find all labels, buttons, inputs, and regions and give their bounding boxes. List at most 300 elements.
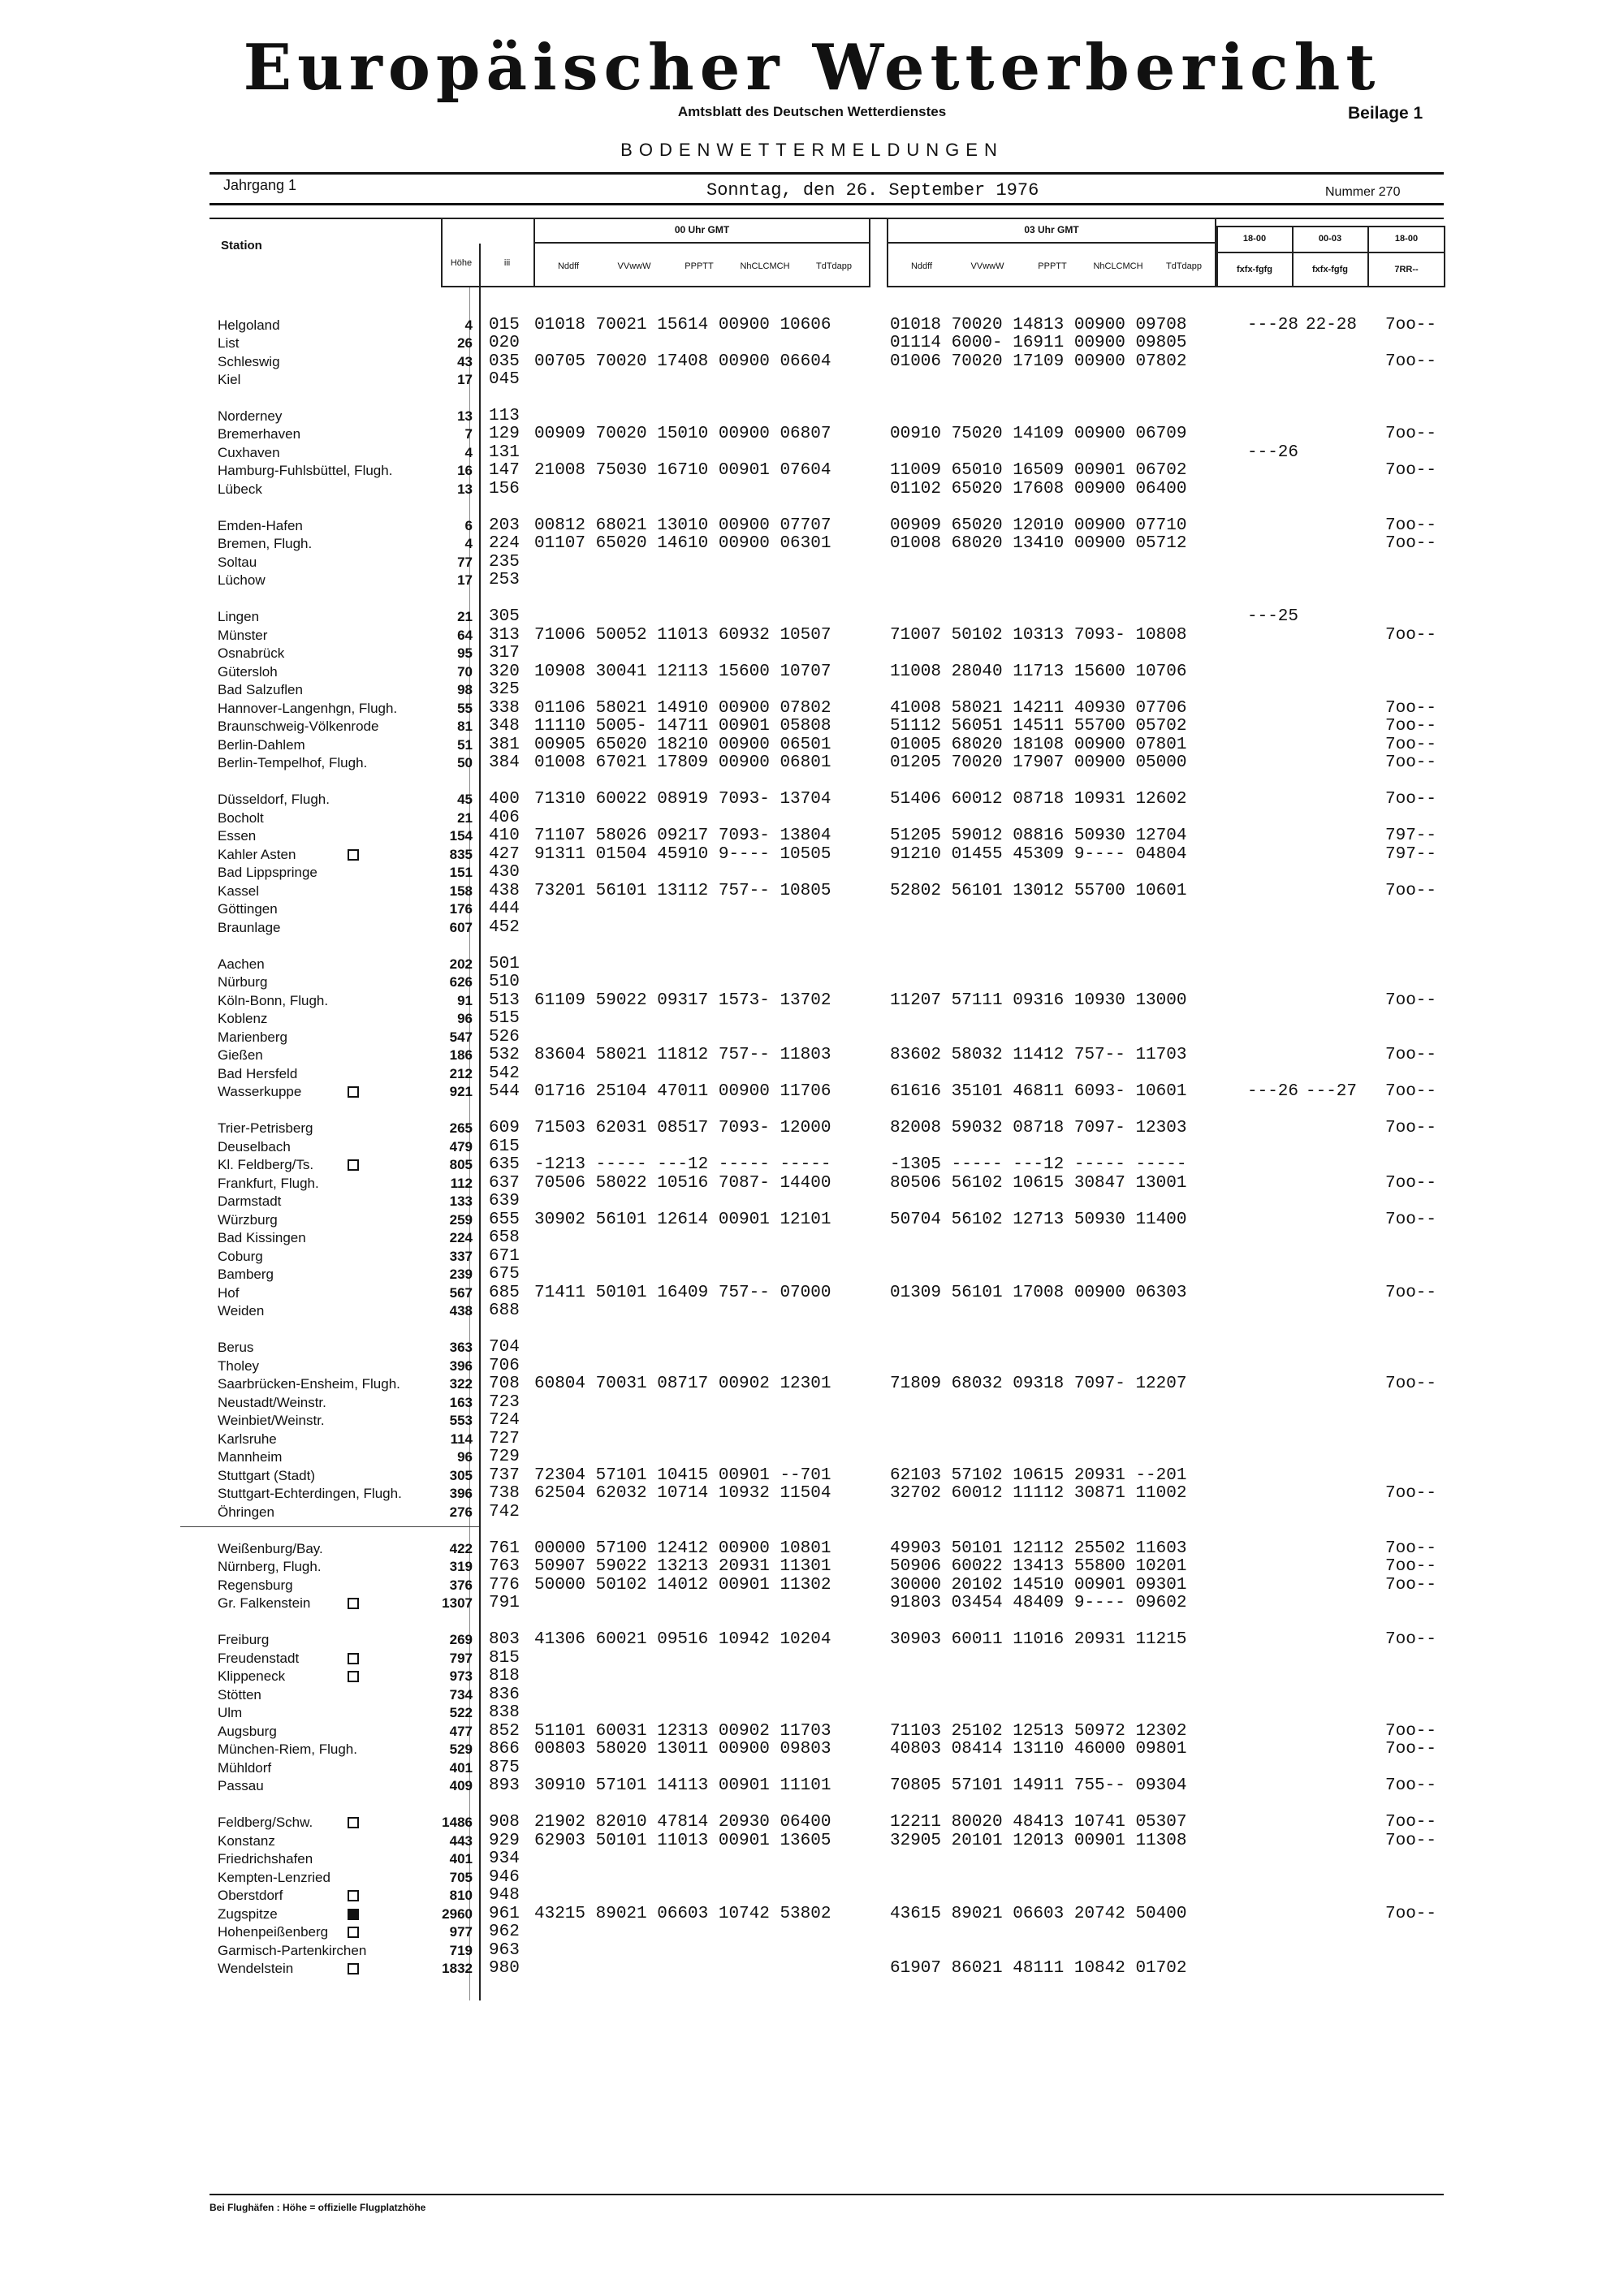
station-name: Kempten-Lenzried — [218, 1870, 330, 1885]
obs-03-utc: 50704 56102 12713 50930 11400 — [890, 1211, 1187, 1229]
obs-00-utc: 60804 70031 08717 00902 12301 — [534, 1375, 831, 1393]
hoehe-header-box — [441, 218, 535, 287]
precip-18-00: 7oo-- — [1385, 534, 1437, 553]
station-name: Berlin-Tempelhof, Flugh. — [218, 755, 368, 770]
station-name: Regensburg — [218, 1577, 293, 1593]
obs-03-utc: 11009 65010 16509 00901 06702 — [890, 461, 1187, 480]
hoehe-header: Höhe — [450, 258, 473, 268]
station-name: Gießen — [218, 1047, 263, 1063]
station-iii: 639 — [489, 1192, 520, 1211]
station-iii: 706 — [489, 1357, 520, 1375]
station-hoehe: 55 — [457, 701, 473, 716]
station-hoehe: 479 — [449, 1139, 473, 1154]
station-iii: 908 — [489, 1813, 520, 1832]
station-name: Helgoland — [218, 317, 280, 333]
station-iii: 727 — [489, 1430, 520, 1448]
station-hoehe: 163 — [449, 1395, 473, 1410]
precip-18-00: 7oo-- — [1385, 316, 1437, 334]
station-name: Zugspitze — [218, 1906, 278, 1922]
obs-00-utc: 30910 57101 14113 00901 11101 — [534, 1776, 831, 1795]
obs-00-utc: 71310 60022 08919 7093- 13704 — [534, 790, 831, 809]
obs-03-utc: 83602 58032 11412 757-- 11703 — [890, 1046, 1187, 1064]
station-name: Freudenstadt — [218, 1651, 300, 1666]
station-iii: 510 — [489, 973, 520, 991]
obs-00-utc: 62504 62032 10714 10932 11504 — [534, 1484, 831, 1503]
obs-00-utc: 01716 25104 47011 00900 11706 — [534, 1082, 831, 1101]
station-name: Münster — [218, 628, 268, 643]
station-hoehe: 95 — [457, 645, 473, 661]
precip-18-00: 7oo-- — [1385, 1046, 1437, 1064]
section-title: BODENWETTERMELDUNGEN — [620, 140, 1004, 160]
precip-18-00: 7oo-- — [1385, 1905, 1437, 1923]
precip-18-00: 7oo-- — [1385, 736, 1437, 754]
extra-bottom-3: 7RR-- — [1394, 265, 1419, 274]
iii-header: iii — [503, 258, 511, 268]
obs-03-utc: 71103 25102 12513 50972 12302 — [890, 1722, 1187, 1741]
obs-00-utc: 70506 58022 10516 7087- 14400 — [534, 1174, 831, 1193]
obs-00-utc: 10908 30041 12113 15600 10707 — [534, 662, 831, 681]
station-name: Klippeneck — [218, 1668, 286, 1684]
station-iii: 963 — [489, 1941, 520, 1960]
g2-col-vvwww: VVwwW — [970, 261, 1004, 271]
station-iii: 501 — [489, 955, 520, 973]
obs-00-utc: 30902 56101 12614 00901 12101 — [534, 1211, 831, 1229]
station-name: Bad Hersfeld — [218, 1066, 298, 1081]
jahrgang-label: Jahrgang 1 — [223, 177, 297, 193]
station-hoehe: 396 — [449, 1358, 473, 1374]
station-name: Öhringen — [218, 1504, 274, 1520]
station-name: Deuselbach — [218, 1139, 291, 1154]
obs-03-utc: 01205 70020 17907 00900 05000 — [890, 753, 1187, 772]
station-name: Tholey — [218, 1358, 260, 1374]
precip-18-00: 7oo-- — [1385, 699, 1437, 718]
station-hoehe: 6 — [464, 518, 473, 533]
obs-00-utc: 50000 50102 14012 00901 11302 — [534, 1576, 831, 1595]
station-hoehe: 422 — [449, 1541, 473, 1556]
station-name: Friedrichshafen — [218, 1851, 313, 1867]
station-hoehe: 977 — [449, 1924, 473, 1940]
station-hoehe: 77 — [457, 555, 473, 570]
station-iii: 723 — [489, 1393, 520, 1412]
obs-03-utc: 51205 59012 08816 50930 12704 — [890, 826, 1187, 845]
obs-00-utc: 71411 50101 16409 757-- 07000 — [534, 1284, 831, 1302]
station-hoehe: 1307 — [442, 1595, 473, 1611]
station-name: Lüchow — [218, 572, 266, 588]
g2-col-nhclcmch: NhCLCMCH — [1093, 261, 1143, 271]
station-iii: 838 — [489, 1703, 520, 1722]
obs-00-utc: 00705 70020 17408 00900 06604 — [534, 352, 831, 371]
obs-00-utc: 43215 89021 06603 10742 53802 — [534, 1905, 831, 1923]
station-hoehe: 276 — [449, 1504, 473, 1520]
station-hoehe: 239 — [449, 1267, 473, 1282]
station-hoehe: 259 — [449, 1212, 473, 1228]
precip-18-00: 7oo-- — [1385, 717, 1437, 736]
station-name: Hannover-Langenhgn, Flugh. — [218, 701, 398, 716]
precip-18-00: 7oo-- — [1385, 1211, 1437, 1229]
station-hoehe: 401 — [449, 1760, 473, 1776]
station-iii: 430 — [489, 863, 520, 882]
obs-00-utc: 00909 70020 15010 00900 06807 — [534, 425, 831, 443]
precip-18-00: 7oo-- — [1385, 1484, 1437, 1503]
station-name: Trier-Petrisberg — [218, 1120, 313, 1136]
precip-18-00: 7oo-- — [1385, 1576, 1437, 1595]
extra-top-3: 18-00 — [1394, 234, 1419, 244]
obs-00-utc: 73201 56101 13112 757-- 10805 — [534, 882, 831, 900]
station-hoehe: 607 — [449, 920, 473, 935]
precip-18-00: 7oo-- — [1385, 1776, 1437, 1795]
g1-col-vvwww: VVwwW — [617, 261, 651, 271]
station-name: Kl. Feldberg/Ts. — [218, 1157, 314, 1172]
g1-col-ppptt: PPPTT — [685, 261, 714, 271]
station-name: Weiden — [218, 1303, 265, 1318]
obs-03-utc: 30903 60011 11016 20931 11215 — [890, 1630, 1187, 1649]
g1-col-tdtdapp: TdTdapp — [815, 261, 853, 271]
top-rule — [209, 172, 1444, 175]
station-name: Köln-Bonn, Flugh. — [218, 993, 329, 1008]
obs-03-utc: 00910 75020 14109 00900 06709 — [890, 425, 1187, 443]
station-name: Würzburg — [218, 1212, 278, 1228]
obs-00-utc: 83604 58021 11812 757-- 11803 — [534, 1046, 831, 1064]
group1-inner-rule — [533, 242, 870, 244]
station-name: Bocholt — [218, 810, 264, 826]
obs-03-utc: 51112 56051 14511 55700 05702 — [890, 717, 1187, 736]
gust-00-03: ---27 — [1306, 1082, 1358, 1101]
station-iii: 113 — [489, 407, 520, 425]
station-iii: 320 — [489, 662, 520, 681]
station-hoehe: 151 — [449, 865, 473, 880]
station-hoehe: 973 — [449, 1668, 473, 1684]
station-iii: 962 — [489, 1923, 520, 1941]
gust-18-00: ---26 — [1247, 443, 1299, 462]
obs-03-utc: 01006 70020 17109 00900 07802 — [890, 352, 1187, 371]
station-hoehe: 305 — [449, 1468, 473, 1483]
station-iii: 635 — [489, 1155, 520, 1174]
station-name: Kiel — [218, 372, 241, 387]
extra-top-1: 18-00 — [1242, 234, 1267, 244]
station-iii: 035 — [489, 352, 520, 371]
station-iii: 542 — [489, 1064, 520, 1083]
station-name: Marienberg — [218, 1029, 287, 1045]
station-name: Feldberg/Schw. — [218, 1815, 313, 1830]
nummer-label: Nummer 270 — [1325, 185, 1401, 199]
obs-03-utc: 00909 65020 12010 00900 07710 — [890, 516, 1187, 535]
station-iii: 253 — [489, 571, 520, 589]
station-iii: 532 — [489, 1046, 520, 1064]
station-hoehe: 1832 — [442, 1961, 473, 1976]
station-hoehe: 21 — [457, 609, 473, 624]
obs-03-utc: 71809 68032 09318 7097- 12207 — [890, 1375, 1187, 1393]
station-hoehe: 158 — [449, 883, 473, 899]
precip-18-00: 797-- — [1385, 826, 1437, 845]
station-name: Wasserkuppe — [218, 1084, 302, 1099]
station-iii: 737 — [489, 1466, 520, 1485]
gust-00-03: 22-28 — [1306, 316, 1358, 334]
station-name: Konstanz — [218, 1833, 275, 1849]
station-iii: 688 — [489, 1301, 520, 1320]
station-hoehe: 98 — [457, 682, 473, 697]
group2-header: 03 Uhr GMT — [1024, 224, 1079, 235]
precip-18-00: 7oo-- — [1385, 352, 1437, 371]
station-iii: 961 — [489, 1905, 520, 1923]
g2-col-nddff: Nddff — [910, 261, 933, 271]
station-iii: 852 — [489, 1722, 520, 1741]
obs-03-utc: 30000 20102 14510 00901 09301 — [890, 1576, 1187, 1595]
station-hoehe: 443 — [449, 1833, 473, 1849]
station-iii: 131 — [489, 443, 520, 462]
bottom-rule — [209, 2194, 1444, 2195]
station-name: Mannheim — [218, 1449, 283, 1465]
obs-03-utc: 52802 56101 13012 55700 10601 — [890, 882, 1187, 900]
extra-bottom-1: fxfx-fgfg — [1237, 265, 1272, 274]
station-iii: 020 — [489, 334, 520, 352]
station-name: Stötten — [218, 1687, 261, 1703]
obs-03-utc: 91803 03454 48409 9---- 09602 — [890, 1594, 1187, 1612]
station-name: Augsburg — [218, 1724, 277, 1739]
gust-18-00: ---25 — [1247, 607, 1299, 626]
station-hoehe: 91 — [457, 993, 473, 1008]
station-iii: 410 — [489, 826, 520, 845]
obs-00-utc: 61109 59022 09317 1573- 13702 — [534, 991, 831, 1010]
station-name: Bad Salzuflen — [218, 682, 303, 697]
obs-03-utc: 11207 57111 09316 10930 13000 — [890, 991, 1187, 1010]
obs-03-utc: 51406 60012 08718 10931 12602 — [890, 790, 1187, 809]
station-name: Soltau — [218, 555, 257, 570]
station-iii: 544 — [489, 1082, 520, 1101]
station-iii: 729 — [489, 1448, 520, 1466]
station-iii: 818 — [489, 1667, 520, 1685]
station-iii: 685 — [489, 1284, 520, 1302]
obs-03-utc: 32702 60012 11112 30871 11002 — [890, 1484, 1187, 1503]
station-name: Bremen, Flugh. — [218, 536, 313, 551]
station-iii: 761 — [489, 1539, 520, 1558]
station-name: Mühldorf — [218, 1760, 272, 1776]
station-iii: 015 — [489, 316, 520, 334]
g1-col-nhclcmch: NhCLCMCH — [740, 261, 790, 271]
obs-03-utc: 40803 08414 13110 46000 09801 — [890, 1740, 1187, 1759]
station-iii: 875 — [489, 1759, 520, 1777]
station-name: Karlsruhe — [218, 1431, 277, 1447]
station-hoehe: 319 — [449, 1559, 473, 1574]
precip-18-00: 7oo-- — [1385, 1375, 1437, 1393]
station-hoehe: 2960 — [442, 1906, 473, 1922]
extra-top-2: 00-03 — [1318, 234, 1342, 244]
precip-18-00: 7oo-- — [1385, 1174, 1437, 1193]
station-name: Weißenburg/Bay. — [218, 1541, 323, 1556]
station-iii: 317 — [489, 644, 520, 662]
station-hoehe: 705 — [449, 1870, 473, 1885]
precip-18-00: 7oo-- — [1385, 425, 1437, 443]
group-separator-rule — [180, 1526, 479, 1527]
station-hoehe: 553 — [449, 1413, 473, 1428]
station-iii: 444 — [489, 900, 520, 918]
obs-00-utc: 00905 65020 18210 00900 06501 — [534, 736, 831, 754]
station-hoehe: 401 — [449, 1851, 473, 1867]
g1-col-nddff: Nddff — [557, 261, 580, 271]
station-iii: 045 — [489, 370, 520, 389]
page-title: Europäischer Wetterbericht — [243, 31, 1381, 105]
station-iii: 348 — [489, 717, 520, 736]
station-hoehe: 186 — [449, 1047, 473, 1063]
station-name: Kahler Asten — [218, 847, 296, 862]
precip-18-00: 7oo-- — [1385, 516, 1437, 535]
station-hoehe: 805 — [449, 1157, 473, 1172]
station-hoehe: 212 — [449, 1066, 473, 1081]
station-name: Gütersloh — [218, 664, 278, 680]
obs-00-utc: 11110 5005- 14711 00901 05808 — [534, 717, 831, 736]
footnote: Bei Flughäfen : Höhe = offizielle Flugplatzhöhe — [209, 2202, 426, 2213]
station-name: Passau — [218, 1778, 264, 1793]
station-hoehe: 835 — [449, 847, 473, 862]
station-name: Freiburg — [218, 1632, 270, 1647]
station-iii: 381 — [489, 736, 520, 754]
station-iii: 704 — [489, 1338, 520, 1357]
station-hoehe: 363 — [449, 1340, 473, 1355]
obs-00-utc: 21008 75030 16710 00901 07604 — [534, 461, 831, 480]
precip-18-00: 7oo-- — [1385, 1630, 1437, 1649]
precip-18-00: 7oo-- — [1385, 991, 1437, 1010]
station-name: Cuxhaven — [218, 445, 280, 460]
station-name: Schleswig — [218, 354, 280, 369]
precip-18-00: 7oo-- — [1385, 626, 1437, 645]
station-hoehe: 719 — [449, 1943, 473, 1958]
obs-00-utc: 01018 70021 15614 00900 10606 — [534, 316, 831, 334]
precip-18-00: 7oo-- — [1385, 461, 1437, 480]
group2-inner-rule — [887, 242, 1216, 244]
obs-00-utc: 21902 82010 47814 20930 06400 — [534, 1813, 831, 1832]
station-iii: 948 — [489, 1886, 520, 1905]
station-hoehe: 4 — [464, 445, 473, 460]
station-iii: 406 — [489, 809, 520, 827]
station-iii: 609 — [489, 1119, 520, 1137]
station-hoehe: 322 — [449, 1376, 473, 1392]
station-hoehe: 64 — [457, 628, 473, 643]
gust-18-00: ---28 — [1247, 316, 1299, 334]
obs-00-utc: 71006 50052 11013 60932 10507 — [534, 626, 831, 645]
station-hoehe: 921 — [449, 1084, 473, 1099]
obs-00-utc: 71503 62031 08517 7093- 12000 — [534, 1119, 831, 1137]
station-name: Hamburg-Fuhlsbüttel, Flugh. — [218, 463, 393, 478]
station-iii: 803 — [489, 1630, 520, 1649]
station-iii: 675 — [489, 1265, 520, 1284]
station-iii: 513 — [489, 991, 520, 1010]
station-name: Berus — [218, 1340, 254, 1355]
extra-inner-rule — [1216, 252, 1445, 253]
station-iii: 427 — [489, 845, 520, 864]
station-hoehe: 202 — [449, 956, 473, 972]
station-name: Stuttgart-Echterdingen, Flugh. — [218, 1486, 402, 1501]
station-hoehe: 176 — [449, 901, 473, 917]
obs-00-utc: 01107 65020 14610 00900 06301 — [534, 534, 831, 553]
g2-col-tdtdapp: TdTdapp — [1165, 261, 1203, 271]
station-hoehe: 13 — [457, 408, 473, 424]
precip-18-00: 7oo-- — [1385, 1722, 1437, 1741]
station-iii: 313 — [489, 626, 520, 645]
date-label: Sonntag, den 26. September 1976 — [706, 180, 1039, 201]
precip-18-00: 7oo-- — [1385, 1813, 1437, 1832]
station-hoehe: 13 — [457, 481, 473, 497]
extra-bottom-2: fxfx-fgfg — [1312, 265, 1348, 274]
station-name: Essen — [218, 828, 257, 844]
obs-03-utc: 70805 57101 14911 755-- 09304 — [890, 1776, 1187, 1795]
station-hoehe: 17 — [457, 572, 473, 588]
station-iii: 615 — [489, 1137, 520, 1156]
obs-03-utc: 50906 60022 13413 55800 10201 — [890, 1557, 1187, 1576]
station-hoehe: 547 — [449, 1029, 473, 1045]
precip-18-00: 7oo-- — [1385, 1119, 1437, 1137]
obs-00-utc: 50907 59022 13213 20931 11301 — [534, 1557, 831, 1576]
station-iii: 637 — [489, 1174, 520, 1193]
obs-00-utc: 72304 57101 10415 00901 --701 — [534, 1466, 831, 1485]
hoehe-column-line — [479, 287, 481, 2000]
station-iii: 384 — [489, 753, 520, 772]
station-hoehe: 50 — [457, 755, 473, 770]
precip-18-00: 7oo-- — [1385, 1082, 1437, 1101]
station-hoehe: 269 — [449, 1632, 473, 1647]
station-name: Nürburg — [218, 974, 268, 990]
station-iii: 526 — [489, 1028, 520, 1047]
station-iii: 400 — [489, 790, 520, 809]
station-name: Braunschweig-Völkenrode — [218, 719, 379, 734]
station-iii: 203 — [489, 516, 520, 535]
station-hoehe: 17 — [457, 372, 473, 387]
station-hoehe: 224 — [449, 1230, 473, 1245]
station-hoehe: 4 — [464, 317, 473, 333]
obs-03-utc: 01005 68020 18108 00900 07801 — [890, 736, 1187, 754]
station-hoehe: 51 — [457, 737, 473, 753]
station-hoehe: 409 — [449, 1778, 473, 1793]
obs-03-utc: 41008 58021 14211 40930 07706 — [890, 699, 1187, 718]
station-name: Nürnberg, Flugh. — [218, 1559, 322, 1574]
precip-18-00: 7oo-- — [1385, 1539, 1437, 1558]
obs-03-utc: 61907 86021 48111 10842 01702 — [890, 1959, 1187, 1978]
station-hoehe: 70 — [457, 664, 473, 680]
station-iii: 815 — [489, 1649, 520, 1668]
obs-03-utc: -1305 ----- ---12 ----- ----- — [890, 1155, 1187, 1174]
station-header: Station — [221, 239, 262, 252]
station-name: Ulm — [218, 1705, 243, 1720]
station-name: Kassel — [218, 883, 260, 899]
obs-00-utc: 01106 58021 14910 00900 07802 — [534, 699, 831, 718]
station-hoehe: 154 — [449, 828, 473, 844]
subtitle: Amtsblatt des Deutschen Wetterdienstes — [677, 104, 947, 119]
station-iii: 776 — [489, 1576, 520, 1595]
station-name: Hof — [218, 1285, 240, 1301]
station-iii: 763 — [489, 1557, 520, 1576]
station-hoehe: 529 — [449, 1741, 473, 1757]
station-name: Koblenz — [218, 1011, 268, 1026]
obs-03-utc: 80506 56102 10615 30847 13001 — [890, 1174, 1187, 1193]
station-iii: 325 — [489, 680, 520, 699]
station-iii: 791 — [489, 1594, 520, 1612]
obs-00-utc: 51101 60031 12313 00902 11703 — [534, 1722, 831, 1741]
station-name: Braunlage — [218, 920, 281, 935]
station-iii: 305 — [489, 607, 520, 626]
station-iii: 129 — [489, 425, 520, 443]
station-iii: 934 — [489, 1849, 520, 1868]
obs-00-utc: -1213 ----- ---12 ----- ----- — [534, 1155, 831, 1174]
station-hoehe: 734 — [449, 1687, 473, 1703]
obs-00-utc: 00812 68021 13010 00900 07707 — [534, 516, 831, 535]
precip-18-00: 7oo-- — [1385, 1832, 1437, 1850]
station-name: Saarbrücken-Ensheim, Flugh. — [218, 1376, 400, 1392]
station-hoehe: 43 — [457, 354, 473, 369]
station-iii: 156 — [489, 480, 520, 498]
precip-18-00: 7oo-- — [1385, 753, 1437, 772]
station-hoehe: 477 — [449, 1724, 473, 1739]
obs-03-utc: 62103 57102 10615 20931 --201 — [890, 1466, 1187, 1485]
station-iii: 658 — [489, 1228, 520, 1247]
station-hoehe: 96 — [457, 1449, 473, 1465]
